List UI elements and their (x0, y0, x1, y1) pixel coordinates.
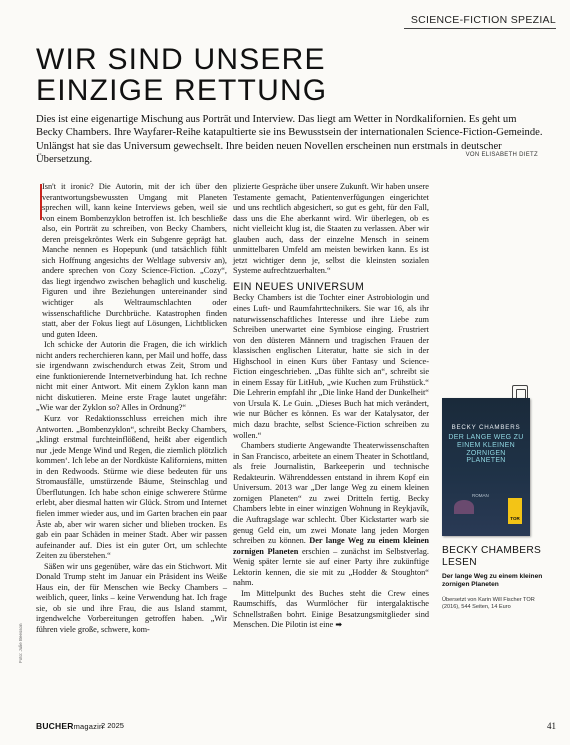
paragraph: Becky Chambers ist die Tochter einer Astrobiologin und eines Luft- und Raumfahrttechnikers. Sie war 16, als ihr naturwissenschaftliches Interesse und ihre Liebe zum Schreiben unerwartet eine Symbiose einging. Frustriert von den düsteren Männern und tragischen Frauen der klassischen englischen Literatur, hatte sie sich in der Highschool in einen Kurs über Fantasy und Science-Fiction eingeschrieben. „Das fühlte sich an“, schreibt sie in einem Essay für LitHub, „wie Kuchen zum Frühstück.“ Die Lehrerin empfahl ihr „Die linke Hand der Dunkelheit“ von Ursula K. Le Guin. „Dieses Buch hat mich verändert, wie nur Bücher es können. Es war der Katalysator, der mich dazu brachte, selbst Science-Fiction schreiben zu wollen.“ (233, 293, 429, 440)
continue-arrow-icon: ➡ (335, 620, 343, 630)
paragraph: Kurz vor Redaktionsschluss erreichen mich ihre Antworten. „Bombenzyklon“, schreibt Becky Chambers, „klingt erstmal furchteinflößend, heißt aber eigentlich nur ‚jede Menge Wind und Regen, die ziemlich plötzlich kommen‘. Ich lebe an der Nordküste Kaliforniens, mitten in den Redwoods. Stürme wie diese bedeuten für uns Stromausfälle, umstürzende Bäume, Steinschlag und Überflutungen. Ich habe schon einige schwerere Stürme erlebt, aber diesmal hatten wir Glück. Strom und Internet fielen immer wieder aus, und im Garten brachen ein paar Äste ab, aber wir waren sicher und blieben trocken. Es gab ein paar Schäden in meiner Stadt. Aber wir passen aufeinander auf. Dies ist ein guter Ort, um schlechte Zeiten zu überstehen.“ (36, 414, 227, 561)
brand-suffix: magazin (73, 722, 104, 731)
brand-name: BUCHER (36, 721, 74, 731)
byline: VON ELISABETH DIETZ (465, 152, 538, 158)
sidebar-book-meta: Übersetzt von Karin Will Fischer TOR (2016), 544 Seiten, 14 Euro (442, 597, 535, 610)
photo-credit: Foto: Julie Beesson (18, 623, 23, 663)
paragraph (233, 441, 429, 589)
sidebar-heading: BECKY CHAMBERS LESEN (442, 545, 542, 568)
paragraph (36, 182, 227, 340)
paragraph-text: Im Mittelpunkt des Buches steht die Crew eines Raumschiffs, das Wurmlöcher für intergalaktische Schnellstraßen bohrt. Einige Besatzungsmitglieder sind Menschen. Die Pilotin ist eine (233, 588, 429, 630)
cover-genre: ROMAN (472, 493, 489, 498)
paragraph-text: sn't it ironic? Die Autorin, mit der ich über den verantwortungsbewussten Umgang mit Planeten sprechen will, kann keine Interviews geben, weil sie von einem Bombenzyklon betroffen ist. Ich beschließe also, ein Porträt zu schreiben, von Becky Chambers, deren preisgekröntes Werk ein Subgenre geprägt hat. Manche nennen es Hopepunk (und tatsächlich fühlt sich Hoffnung angesichts der Weltlage subversiv an), andere sprechen von Cozy Science-Fiction. „Cozy“, das liegt irgendwo zwischen behaglich und kuschelig. Figuren und ihre Beziehungen untereinander sind wichtiger als Weltraumschlachten oder wissenschaftliche Durchbrüche. Katastrophen finden statt, aber der Fokus liegt auf Lösungen, Lichtblicken und guten Ideen. (42, 182, 227, 339)
publisher-badge-label: TOR (510, 516, 520, 521)
cover-illustration (454, 500, 474, 514)
header-rule (404, 28, 556, 29)
title-line-2: EINZIGE RETTUNG (36, 74, 328, 107)
text-column-2 (233, 182, 429, 631)
section-tag: SCIENCE-FICTION SPEZIAL (410, 14, 556, 26)
paragraph: plizierte Gespräche über unsere Zukunft. Wir haben unsere Testamente gemacht, Patientenverfügungen eingerichtet und uns rechtlich abgesichert, so gut es geht, für den Fall, dass uns die Ehe aberkannt wird. Wir überlegen, ob es nicht vielleicht klug ist, die Staaten zu verlassen. Aber wir glauben auch, dass der einzelne Mensch in seinem unmittelbaren Umfeld am meisten bewirken kann. Es ist jetzt wichtiger denn je, selbst die kleinsten sozialen Systeme aufrechtzuerhalten.“ (233, 182, 429, 276)
cover-title: DER LANGE WEG ZU EINEM KLEINEN ZORNIGEN PLANETEN (448, 434, 524, 465)
drop-cap: I (42, 182, 45, 191)
cover-author: BECKY CHAMBERS (451, 424, 521, 431)
page-footer (36, 721, 556, 731)
section-subheading: EIN NEUES UNIVERSUM (233, 280, 365, 293)
title-line-1: WIR SIND UNSERE (36, 43, 326, 76)
book-cover (442, 398, 530, 536)
paragraph-text: Chambers studierte Angewandte Theaterwissenschaften in San Francisco, arbeitete an einem Theater in Schottland, als freie Journalistin, Barkeeperin und technische Redakteurin. Währenddessen entstand in ihrem Kopf ein Universum. 2013 war „Der lange Weg zu einem kleinen zornigen Planeten“ zu zwei Dritteln fertig. Becky Chambers lebte in einer winzigen Wohnung in Reykjavík, die Auftragslage war schlecht. Über Kickstarter warb sie genug Geld ein, um zwei Monate lang jeden Morgen schreiben zu können. (233, 441, 429, 546)
page-number: 41 (547, 721, 556, 731)
paragraph-text: erschien – zunächst im Selbstverlag. Wenig später lernte sie auf einer Party ihre zukünftige Lektorin kennen, die sie mit zu „Hodder & Stoughton“ nahm. (233, 546, 429, 588)
sidebar-book-title: Der lange Weg zu einem kleinen zornigen Planeten (442, 573, 543, 588)
issue-number: 2 2025 (101, 721, 124, 730)
paragraph (233, 589, 429, 631)
paragraph: Ich schicke der Autorin die Fragen, die ich wirklich nicht anders recherchieren kann, per Mail und hoffe, dass sie irgendwann zwischendurch etwas Zeit, Strom und eine funktionierende Internetverbindung hat. Ich rechne nicht mit einer Antwort. Mit einem Zyklon kann man nicht diskutieren. Meine erste Frage lautet ungefähr: „Wie war der Zyklon so? Alles in Ordnung?“ (36, 340, 227, 413)
book-title-inline: Der lange Weg zu einem kleinen zornigen Planeten (233, 536, 429, 556)
text-column-1 (36, 182, 227, 636)
magazine-brand (36, 721, 103, 731)
article-title (36, 44, 556, 106)
paragraph: Säßen wir uns gegenüber, wäre das ein Stichwort. Mit Donald Trump steht im Januar ein Präsident ins Weiße Haus ein, der für Menschen wie Becky Chambers – weiblich, queer, links – keine Verwendung hat. Ich frage sie, ob sie und ihre Frau, die aus Island stammt, irgendwelche Vorbereitungen getroffen haben. „Wir führen viele große, schwere, kom- (36, 561, 227, 634)
intro-paragraph: Dies ist eine eigenartige Mischung aus Porträt und Interview. Das liegt am Wetter in Nordkalifornien. Es geht um Becky Chambers. Ihre Wayfarer-Reihe katapultierte sie ins Bewusstsein der internationalen Science-Fiction-Gemeinde. Unlängst hat sie das Universum gewechselt. Ihre beiden neuen Novellen erscheinen nun erstmals in deutscher Übersetzung. (36, 114, 543, 166)
